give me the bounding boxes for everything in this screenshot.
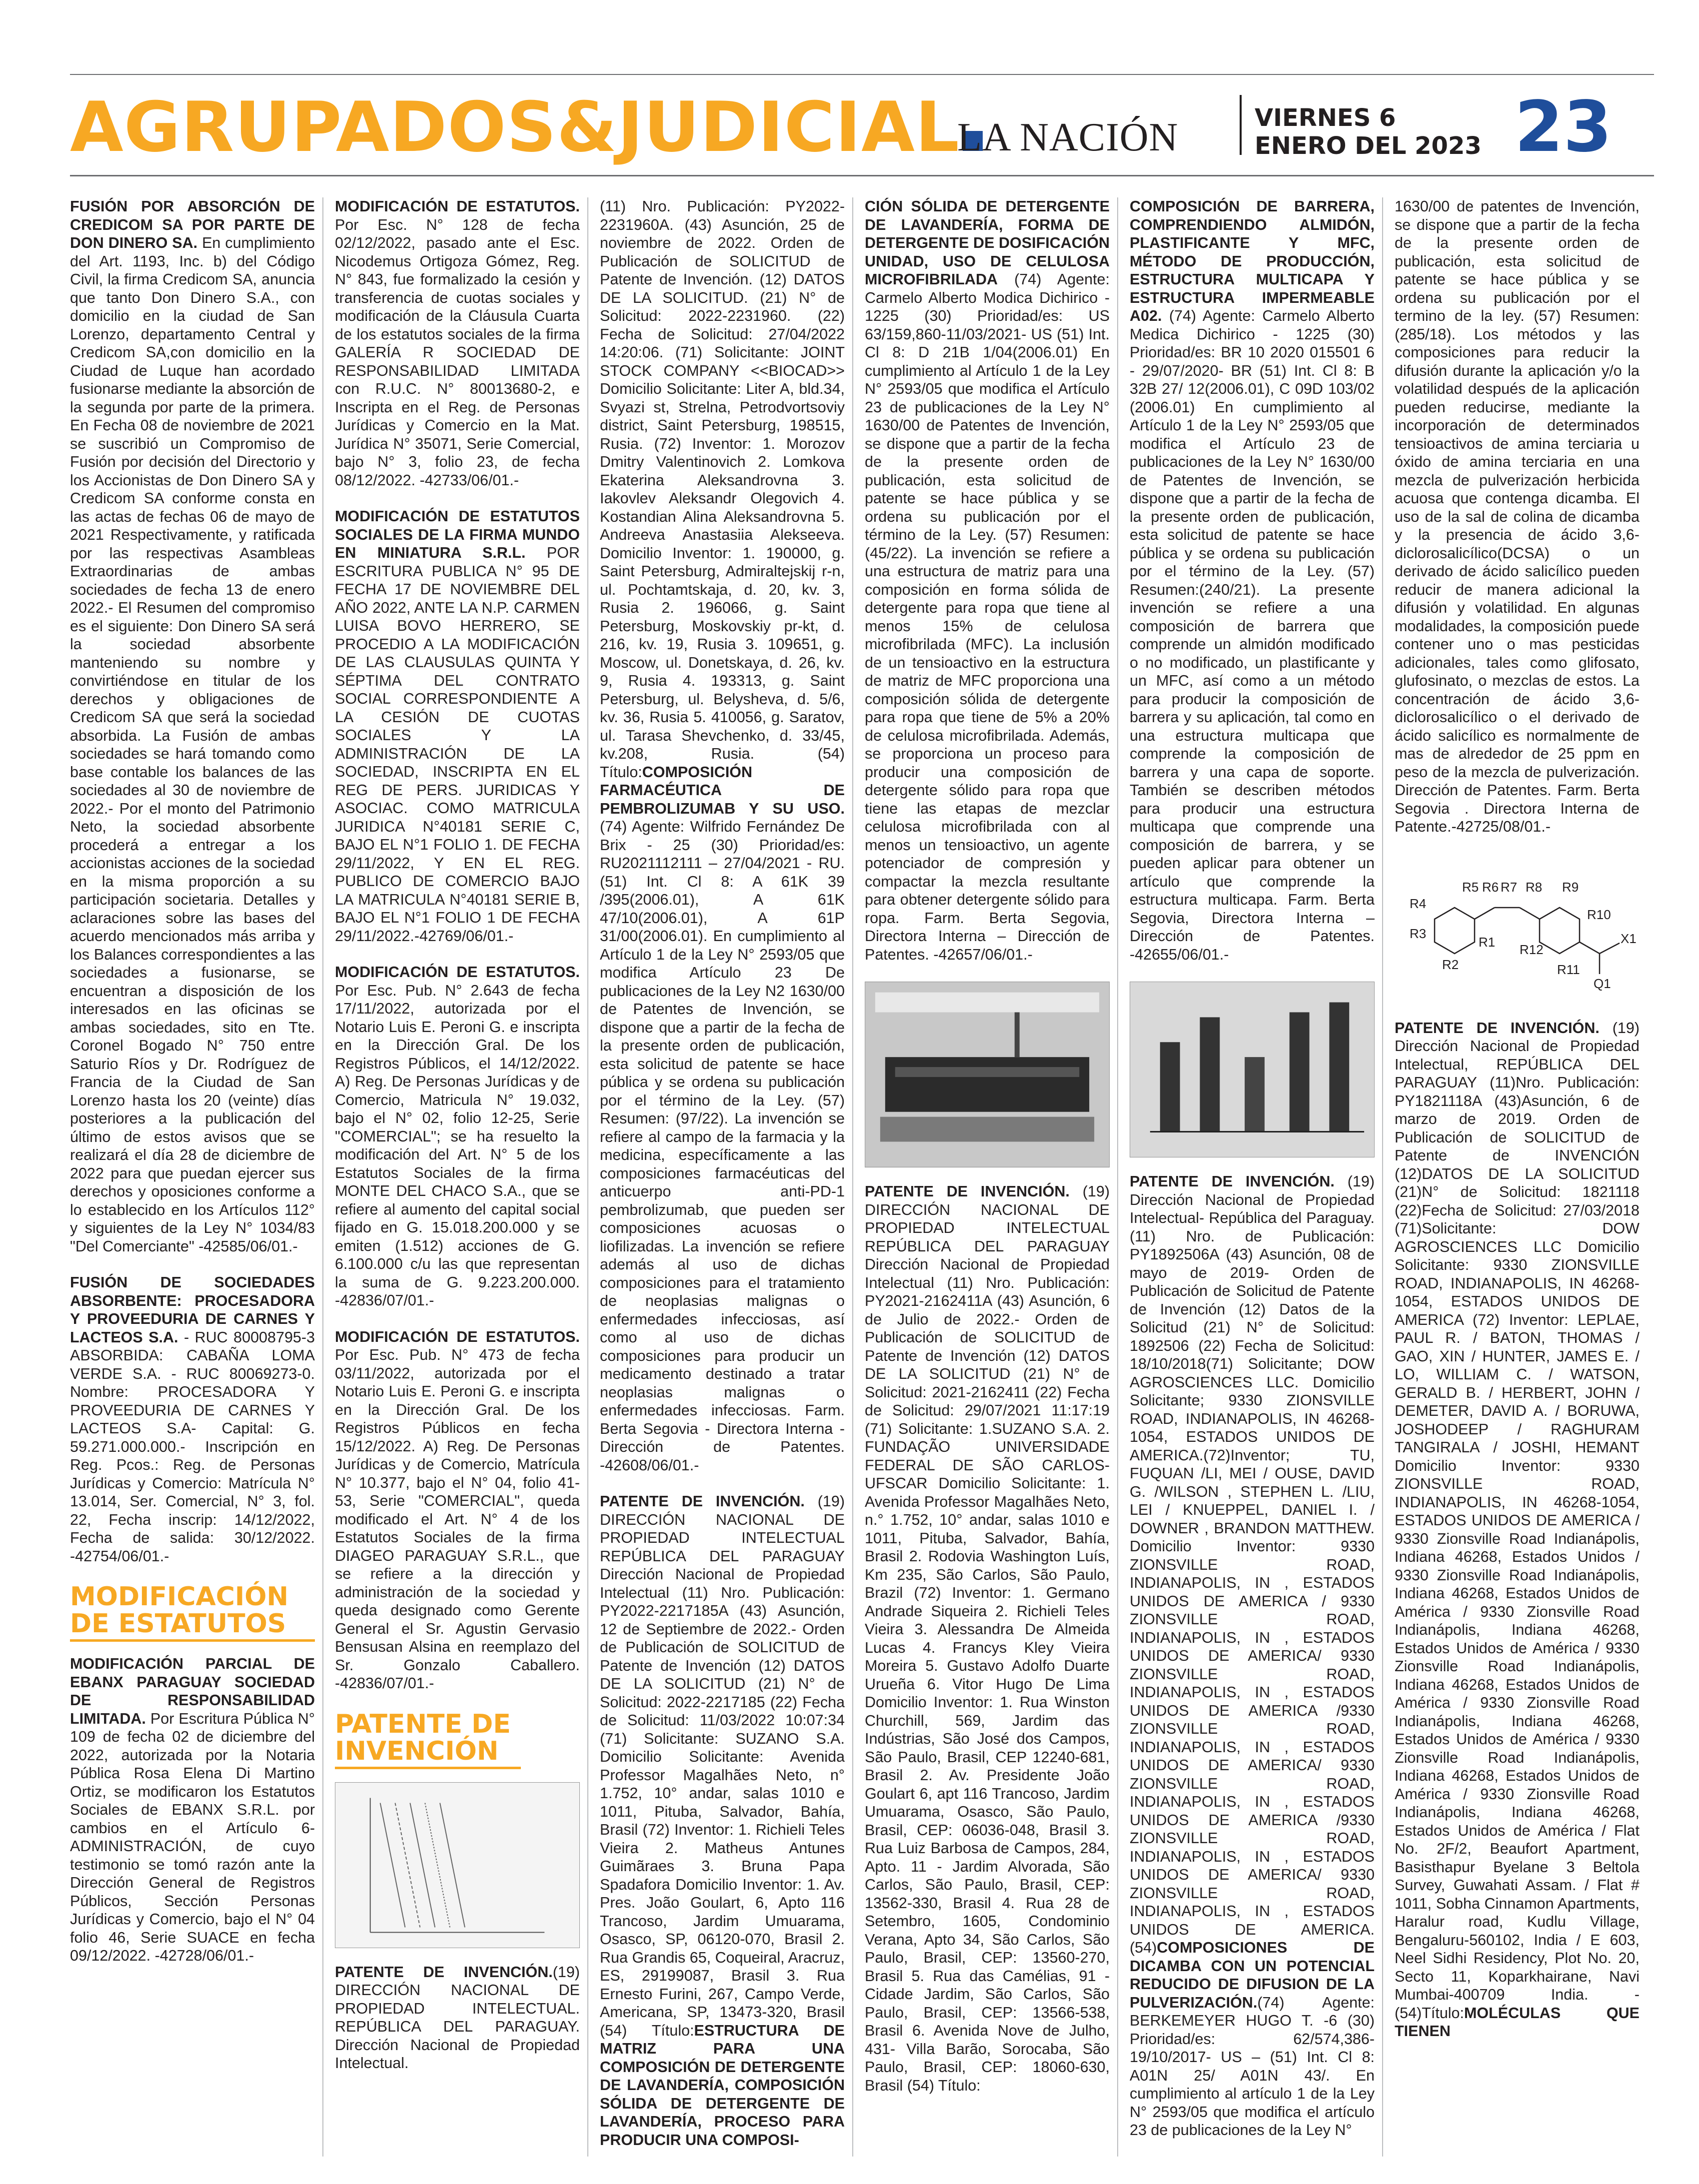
notice-patente-col2	[335, 1963, 580, 2073]
notice-fusion-credicom	[70, 197, 315, 1255]
column-4	[865, 197, 1110, 2157]
section-heading-patente: PATENTE DE INVENCIÓN	[335, 1711, 521, 1769]
column-5	[1130, 197, 1375, 2157]
brand-separator	[1240, 95, 1242, 155]
chemical-structure-svg	[1395, 854, 1640, 1004]
column-2	[335, 197, 580, 2157]
notice-monte-chaco	[335, 963, 580, 1310]
chem-label-r6: R6	[1482, 879, 1499, 895]
chem-label-r3: R3	[1410, 926, 1427, 941]
notice-barrera	[1130, 197, 1375, 964]
notice-dicamba-cont	[1395, 197, 1640, 836]
notice-title: PATENTE DE INVENCIÓN.	[865, 1183, 1070, 1200]
notice-title: MODIFICACIÓN DE ESTATUTOS.	[335, 198, 580, 215]
notice-title: ESTRUCTURA DE MATRIZ PARA UNA COMPOSICIÓN DE DETERGENTE DE LAVANDERÍA, COMPOSICIÓN SÓLIDA DE DETERGENTE DE LAVANDERÍA, PROCESO PARA PRODUCIR UNA COMPOSI-	[600, 2022, 845, 2149]
chem-label-r1: R1	[1479, 934, 1496, 950]
date-day: VIERNES 6	[1255, 104, 1396, 132]
notice-body: POR ESCRITURA PUBLICA N° 95 DE FECHA 17 DE NOVIEMBRE DEL AÑO 2022, ANTE LA N.P. CARMEN LUISA BOVO HERRERO, SE PROCEDIO A LA MODIFICACIÓN DE LAS CLAUSULAS QUINTA Y SÉPTIMA DEL CONTRATO SOCIAL CORRESPONDIENTE A LA CESIÓN DE CUOTAS SOCIALES Y LA ADMINISTRACIÓN DE LA SOCIEDAD, INSCRIPTA EN EL REG DE PERS. JURIDICAS Y ASOCIAC. COMO MATRICULA JURIDICA N°40181 SERIE C, BAJO EL N°1 FOLIO 1. DE FECHA 29/11/2022, Y EN EL REG. PUBLICO DE COMERCIO BAJO LA MATRICULA N°40181 SERIE B, BAJO EL N°1 FOLIO 1 DE FECHA 29/11/2022.-42769/06/01.-	[335, 544, 580, 945]
notice-body: (74) Agente: Carmelo Alberto Medica Dichirico - 1225 (30) Prioridad/es: BR 10 2020 015501 6 - 29/07/2020- BR (51) Int. Cl 8: B 32B 27/ 12(2006.01), C 09D 103/02 (2006.01) En cumplimiento al Artículo 1 de la Ley N° 2593/05 que modifica el Artículo 23 de publicaciones de la Ley N° 1630/00 de Patentes de Invención, se dispone que a partir de la fecha de la presente orden de publicación, esta solicitud de patente se hace pública y se ordena su publicación por el término de la Ley. (57) Resumen:(240/21). La presente invención se refiere a una composición de barrera que comprende un almidón modificado o no modificado, un plastificante y un MFC, así como a un método para producir la composición de barrera y su aplicación, tal como en una estructura multicapa que comprende la composición de barrera y una capa de soporte. También se describen métodos para producir una estructura multicapa que comprende una composición de barrera, y se pueden aplicar para obtener un artículo que comprende la estructura multicapa. Farm. Berta Segovia, Directora Interna – Dirección de Patentes. -42655/06/01.-	[1130, 307, 1375, 963]
chem-label-r4: R4	[1410, 896, 1427, 911]
column-1	[70, 197, 315, 2157]
notice-dicamba	[1130, 1172, 1375, 2140]
notice-body: Por Esc. N° 128 de fecha 02/12/2022, pasado ante el Esc. Nicodemus Ortigoza Gómez, Reg. N° 843, fue formalizado la cesión y transferencia de cuotas sociales y modificación de la Cláusula Cuarta de los estatutos sociales de la firma GALERÍA R SOCIEDAD DE RESPONSABILIDAD LIMITADA con R.U.C. N° 80013680-2, e Inscripta en el Reg. de Personas Jurídicas y Comercio en la Mat. Jurídica N° 35071, Serie Comercial, bajo N° 3, folio 23, de fecha 08/12/2022. -42733/06/01.-	[335, 216, 580, 489]
section-title: AGRUPADOS&JUDICIAL	[70, 90, 983, 165]
chem-label-r12: R12	[1520, 942, 1544, 957]
chem-label-r8: R8	[1526, 879, 1543, 895]
notice-title: PATENTE DE INVENCIÓN.	[600, 1493, 805, 1510]
notice-title: MODIFICACIÓN DE ESTATUTOS.	[335, 964, 580, 981]
notice-body: (19) Dirección Nacional de Propiedad Intelectual, REPÚBLICA DEL PARAGUAY (11)Nro. Publicación: PY1821118A (43)Asunción, 6 de marzo de 2019. Orden de Publicación de SOLICITUD de Patente de INVENCIÓN (12)DATOS DE LA SOLICITUD (21)N° de Solicitud: 1821118 (22)Fecha de Solicitud: 27/03/2018 (71)Solicitante: DOW AGROSCIENCES LLC Domicilio Solicitante: 9330 ZIONSVILLE ROAD, INDIANAPOLIS, IN 46268-1054, ESTADOS UNIDOS DE AMERICA (72) Inventor: LEPLAE, PAUL R. / BATON, THOMAS / GAO, XIN / HUNTER, JAMES E. / LO, WILLIAM C. / WATSON, GERALD B. / HERBERT, JOHN / DEMETER, DAVID A. / BORUWA, JOSHODEEP / RAGHURAM TANGIRALA / JOSHI, HEMANT Domicilio Inventor: 9330 ZIONSVILLE ROAD, INDIANAPOLIS, IN 46268-1054, ESTADOS UNIDOS DE AMERICA / 9330 Zionsville Road Indianápolis, Indiana 46268, Estados Unidos / 9330 Zionsville Road Indianápolis, Indiana 46268, Estados Unidos de América / 9330 Zionsville Road Indianápolis, Indiana 46268, Estados Unidos de América / 9330 Zionsville Road Indianápolis, Indiana 46268, Estados Unidos de América / 9330 Zionsville Road Indianápolis, Indiana 46268, Estados Unidos de América / 9330 Zionsville Road Indianápolis, Indiana 46268, Estados Unidos de América / 9330 Zionsville Road Indianápolis, Indiana 46268, Estados Unidos de América / Flat No. 2F/2, Beaufort Apartment, Basisthapur Byelane 3 Beltola Survey, Guwahati Assam. / Flat # 1011, Sobha Cinnamon Apartments, Haralur road, Kudlu Village, Bengaluru-560102, India / E 603, Neel Sidhi Residency, Plot No. 20, Secto 11, Koparkhairane, Navi Mumbai-400709 India. - (54)Título:	[1395, 1019, 1640, 2022]
notice-ebanx	[70, 1655, 315, 1965]
column-divider	[322, 197, 323, 2157]
press-photo-svg	[865, 982, 1109, 1167]
notice-mundo-miniatura	[335, 507, 580, 945]
notice-body: (19) Dirección Nacional de Propiedad Intelectual- República del Paraguay. (11) Nro. de Publicación: PY1892506A (43) Asunción, 08 de mayo de 2019- Orden de Publicación de Solicitud de Patente de Invención (12) Datos de la Solicitud (21) N° de Solicitud: 1892506 (22) Fecha de Solicitud: 18/10/2018(71) Solicitante; DOW AGROSCIENCES LLC. Domicilio Solicitante; 9330 ZIONSVILLE ROAD, INDIANAPOLIS, IN 46268-1054, ESTADOS UNIDOS DE AMERICA.(72)Inventor; TU, FUQUAN /LI, MEI / OUSE, DAVID G. /WILSON , STEPHEN L. /LIU, LEI / KNUEPPEL, DANIEL I. / DOWNER , BRANDON MATTHEW. Domicilio Inventor: 9330 ZIONSVILLE ROAD, INDIANAPOLIS, IN , ESTADOS UNIDOS DE AMERICA / 9330 ZIONSVILLE ROAD, INDIANAPOLIS, IN , ESTADOS UNIDOS DE AMERICA/ 9330 ZIONSVILLE ROAD, INDIANAPOLIS, IN , ESTADOS UNIDOS DE AMERICA /9330 ZIONSVILLE ROAD, INDIANAPOLIS, IN , ESTADOS UNIDOS DE AMERICA/ 9330 ZIONSVILLE ROAD, INDIANAPOLIS, IN , ESTADOS UNIDOS DE AMERICA /9330 ZIONSVILLE ROAD, INDIANAPOLIS, IN , ESTADOS UNIDOS DE AMERICA/ 9330 ZIONSVILLE ROAD, INDIANAPOLIS, IN , ESTADOS UNIDOS DE AMERICA. (54)	[1130, 1173, 1375, 1956]
chem-label-r5: R5	[1462, 879, 1479, 895]
chem-label-x1: X1	[1621, 931, 1637, 946]
column-divider	[1117, 197, 1118, 2157]
notice-suzano-ufscar	[865, 1182, 1110, 2095]
notice-body: Por Esc. Pub. N° 2.643 de fecha 17/11/2022, autorizada por el Notario Luis E. Peroni G. e inscripta en la Dirección Gral. De los Registros Públicos, el 14/12/2022. A) Reg. De Personas Jurídicas y de Comercio, Matricula N° 19.032, bajo el N° 02, folio 12-25, Serie "COMERCIAL"; se ha resuelto la modificación del Art. N° 5 de los Estatutos Sociales de la firma MONTE DEL CHACO S.A., que se refiere al aumento del capital social fijado en G. 15.018.200.000 y se emiten (1.512) acciones de G. 6.100.000 c/u las que representan la suma de G. 9.223.200.000. -42836/07/01.-	[335, 982, 580, 1309]
notice-body: (74) Agente: Wilfrido Fernández De Brix - 25 (30) Prioridad/es: RU2021112111 – 27/04/2021 - RU. (51) Int. Cl 8: A 61K 39 /395(2006.01), A 61K 47/10(2006.01), A 61P 31/00(2006.01). En cumplimiento al Artículo 1 de la Ley N° 2593/05 que modifica Artículo 23 De publicaciones de la Ley N2 1630/00 de Patentes de Invención, se dispone que a partir de la fecha de la presente orden de publicación, esta solicitud de patente se hace pública y se ordena su publicación por el término de la Ley. (57) Resumen: (97/22). La invención se refiere al campo de la farmacia y la medicina, específicamente a las composiciones farmacéuticas del anticuerpo anti-PD-1 pembrolizumab, que pueden ser composiciones acuosas o liofilizadas. La invención se refiere además al uso de dichas composiciones para el tratamiento de neoplasias malignas o enfermedades infecciosas, así como al uso de dichas composiciones para producir un medicamento destinado a tratar neoplasias malignas o enfermedades infecciosas. Farm. Berta Segovia - Directora Interna - Dirección de Patentes. -42608/06/01.-	[600, 818, 845, 1474]
chem-label-r11: R11	[1557, 962, 1580, 977]
notice-title: COMPOSICIONES DE DICAMBA CON UN POTENCIAL REDUCIDO DE DIFUSION DE LA PULVERIZACIÓN.	[1130, 1939, 1375, 2011]
notice-body: Por Escritura Pública N° 109 de fecha 02 de diciembre del 2022, autorizada por la Notaria Pública Rosa Elena Di Martino Ortiz, se modificaron los Estatutos Sociales de EBANX S.R.L. por cambios en el Artículo 6- ADMINISTRACIÓN, de cuyo testimonio se tomó razón ante la Dirección General de Registros Públicos, Sección Personas Jurídicas y Comercio, bajo el N° 04 folio 46, Serie SUACE en fecha 09/12/2022. -42728/06/01.-	[70, 1710, 315, 1964]
section-heading-modificacion: MODIFICACIÓN DE ESTATUTOS	[70, 1583, 315, 1642]
notice-title: PATENTE DE INVENCIÓN.	[335, 1963, 553, 1981]
dateline	[1255, 104, 1482, 160]
chem-label-r7: R7	[1501, 879, 1518, 895]
notice-detergente-cont	[865, 197, 1110, 964]
bar-chart-svg	[1130, 982, 1374, 1157]
chem-label-r9: R9	[1562, 879, 1579, 895]
notice-diageo	[335, 1328, 580, 1693]
top-rule	[70, 74, 1654, 75]
notice-suzano-detergente	[600, 1492, 845, 2149]
chem-label-q1: Q1	[1594, 976, 1611, 991]
notice-body: (19) DIRECCIÓN NACIONAL DE PROPIEDAD INTELECTUAL REPÚBLICA DEL PARAGUAY Dirección Nacional de Propiedad Intelectual (11) Nro. Publicación: PY2021-2162411A (43) Asunción, 6 de Julio de 2022.- Orden de Publicación de SOLICITUD de Patente de Invención (12) DATOS DE LA SOLICITUD (21) N° de Solicitud: 2021-2162411 (22) Fecha de Solicitud: 29/07/2021 11:17:19 (71) Solicitante: 1.SUZANO S.A. 2. FUNDAÇÃO UNIVERSIDADE FEDERAL DE SÃO CARLOS-UFSCAR Domicilio Solicitante: 1. Avenida Professor Magalhães Neto, n.° 1.752, 10° andar, salas 1010 e 1011, Pituba, Salvador, Bahía, Brasil 2. Rodovia Washington Luís, Km 235, São Carlos, São Paulo, Brazil (72) Inventor: 1. Germano Andrade Siqueira 2. Richieli Teles Vieira 3. Alessandra De Almeida Lucas 4. Francys Kley Vieira Moreira 5. Gustavo Adolfo Duarte Urueña 6. Vitor Hugo De Lima Domicilio Inventor: 1. Rua Winston Churchill, 569, Jardim das Indústrias, São José dos Campos, São Paulo, Brasil, CEP 12240-681, Brasil 2. Av. Presidente João Goulart 6, apt 116 Trancoso, Jardim Umuarama, Osasco, São Paulo, Brasil, CEP: 06036-048, Brasil 3. Rua Luiz Barbosa de Campos, 284, Apto. 11 - Jardim Alvorada, São Carlos, São Paulo, Brasil, CEP: 13562-330, Brasil 4. Rua 28 de Setembro, 1605, Condominio Verana, Apto 34, São Carlos, São Paulo, Brasil, CEP: 13560-270, Brasil 5. Rua das Camélias, 91 - Cidade Jardim, São Carlos, São Paulo, Brasil, CEP: 13566-538, Brasil 6. Avenida Nove de Julho, 431- Villa Barão, Sorocaba, São Paulo, Brasil, CEP: 18060-630, Brasil (54) Título:	[865, 1183, 1110, 2094]
chem-label-r2: R2	[1442, 957, 1459, 972]
notice-title: COMPOSICIÓN DE BARRERA, COMPRENDIENDO ALMIDÓN, PLASTIFICANTE Y MFC, MÉTODO DE PRODUCCIÓN, ESTRUCTURA MULTICAPA Y ESTRUCTURA IMPERMEABLE A02.	[1130, 198, 1375, 324]
page-number: 23	[1515, 86, 1612, 168]
notice-body: (19) DIRECCIÓN NACIONAL DE PROPIEDAD INTELECTUAL. REPÚBLICA DEL PARAGUAY. Dirección Nacional de Propiedad Intelectual.	[335, 1963, 580, 2072]
notice-body: (19) DIRECCIÓN NACIONAL DE PROPIEDAD INTELECTUAL REPÚBLICA DEL PARAGUAY Dirección Nacional de Propiedad Intelectual (11) Nro. Publicación: PY2022-2217185A (43) Asunción, 12 de Septiembre de 2022.- Orden de Publicación de SOLICITUD de Patente de Invención (12) DATOS DE LA SOLICITUD (21) N° de Solicitud: 2022-2217185 (22) Fecha de Solicitud: 11/03/2022 10:07:34 (71) Solicitante: SUZANO S.A. Domicilio Solicitante: Avenida Professor Magalhães Neto, n° 1.752, 10° andar, salas 1010 e 1011, Pituba, Salvador, Bahía, Brasil (72) Inventor: 1. Richieli Teles Vieira 2. Matheus Antunes Guimãraes 3. Bruna Papa Spadafora Domicilio Inventor: 1. Av. Pres. João Goulart, 6, Apto 116 Trancoso, Jardim Umuarama, Osasco, SP, 06120-070, Brasil 2. Rua Grandis 65, Coqueiral, Aracruz, ES, 29199087, Brasil 3. Rua Ernesto Furini, 267, Campo Verde, Americana, SP, 13473-320, Brasil (54) Título:	[600, 1493, 845, 2039]
notice-body: En cumplimiento del Art. 1193, Inc. b) del Código Civil, la firma Credicom SA, anuncia que tanto Don Dinero S.A., con domicilio en la ciudad de San Lorenzo, departamento Central y Credicom SA,con domicilio en la Ciudad de Luque han acordado fusionarse mediante la absorción de la segunda por parte de la primera. En Fecha 08 de noviembre de 2021 se suscribió un Compromiso de Fusión por decisión del Directorio y los Accionistas de Don Dinero SA y Credicom SA conforme consta en las actas de fechas 06 de mayo de 2021 Respectivamente, y ratificada por las respectivas Asambleas Extraordinarias de ambas sociedades de fecha 13 de enero 2022.- El Resumen del compromiso es el siguiente: Don Dinero SA será la sociedad absorbente manteniendo su nombre y convirtiéndose en titular de los derechos y obligaciones de Credicom SA que será la sociedad absorbida. La Fusión de ambas sociedades se hará tomando como base contable los balances de las sociedades al 30 de noviembre de 2022.- Por el monto del Patrimonio Neto, la sociedad absorbente procederá a entregar a los accionistas acciones de la sociedad en la misma proporción a su participación societaria. Detalles y aclaraciones sobre las bases del acuerdo mencionados más arriba y los Balances correspondientes a las sociedades a fusionarse, se encuentran a disposición de los interesados en las oficinas se ambas sociedades, sito en Tte. Coronel Bogado N° 750 entre Saturio Ríos y Dr. Rodríguez de Francia de la Ciudad de San Lorenzo hasta los 20 (veinte) días posteriores a la publicación del último de estos avisos que se realizará el día 28 de diciembre de 2022 para que puedan ejercer sus derechos y oposiciones conforme a lo establecido en los Artículos 112° y siguientes de la Ley N° 1034/83 "Del Comerciante" -42585/06/01.-	[70, 234, 315, 1255]
notice-biocad	[600, 197, 845, 1474]
notice-title: MODIFICACIÓN DE ESTATUTOS SOCIALES DE LA FIRMA MUNDO EN MINIATURA S.R.L.	[335, 508, 580, 561]
notice-galeria-r	[335, 197, 580, 489]
notice-title: COMPOSICIÓN FARMACÉUTICA DE PEMBROLIZUMAB Y SU USO.	[600, 763, 845, 817]
notice-title: MODIFICACIÓN PARCIAL DE EBANX PARAGUAY SOCIEDAD DE RESPONSABILIDAD LIMITADA.	[70, 1655, 315, 1727]
notice-title: FUSIÓN DE SOCIEDADES ABSORBENTE: PROCESADORA Y PROVEEDURIA DE CARNES Y LACTEOS S.A.	[70, 1274, 315, 1346]
patent-drawing-graph	[335, 1782, 580, 1948]
notice-fusion-carnes	[70, 1273, 315, 1565]
notice-body: 1630/00 de patentes de Invención, se dispone que a partir de la fecha de la presente orden de publicación, esta solicitud de patente se hace pública y se ordena su publicación por el termino de la ley. (57) Resumen: (285/18). Los métodos y las composiciones para reducir la difusión durante la aplicación y/o la volatilidad después de la aplicación pueden reducirse, mediante la incorporación de determinados tensioactivos de amina terciaria u óxido de amina terciaria en una mezcla de pulverización herbicida acuosa que contenga dicamba. El uso de la sal de colina de dicamba y la presencia de ácido 3,6-diclorosalicílico(DCSA) o un derivado de ácido salicílico pueden reducir de manera adicional la difusión y volatilidad. En algunas modalidades, la composición puede contener uno o mas pesticidas adicionales, tales como glifosato, glufosinato, o mezclas de estos. La concentración de ácido 3,6-diclorosalicílico o el derivado de ácido salicílico es normalmente de mas de alrededor de 25 ppm en peso de la mezcla de pulverización. Dirección de Patentes. Farm. Berta Segovia . Directora Interna de Patente.-42725/08/01.-	[1395, 198, 1640, 835]
column-divider	[1382, 197, 1383, 2157]
notice-body: (74) Agente: BERKEMEYER HUGO T. -6 (30) Prioridad/es: 62/574,386- 19/10/2017- US – (51) Int. Cl 8: A01N 25/ A01N 43/. En cumplimiento al artículo 1 de la Ley N° 2593/05 que modifica el artículo 23 de publicaciones de la Ley N°	[1130, 1994, 1375, 2139]
notice-body: - RUC 80008795-3 ABSORBIDA: CABAÑA LOMA VERDE S.A. - RUC 80069273-0. Nombre: PROCESADORA Y PROVEEDURIA DE CARNES Y LACTEOS S.A- Capital: G. 59.271.000.000.- Inscripción en Reg. Pcos.: Reg. de Personas Jurídicas y Comercio: Matrícula N° 13.014, Ser. Comercial, N° 3, fol. 22, Fecha inscrip: 14/12/2022, Fecha de salida: 30/12/2022. -42754/06/01.-	[70, 1328, 315, 1565]
notice-dow-moleculas	[1395, 1019, 1640, 2041]
chem-label-r10: R10	[1587, 907, 1611, 922]
notice-title: MOLÉCULAS QUE TIENEN	[1395, 2004, 1640, 2040]
header-rule	[70, 175, 1654, 176]
notice-body: (11) Nro. Publicación: PY2022-2231960A. (43) Asunción, 25 de noviembre de 2022. Orden de Publicación de SOLICITUD de Patente de Invención. (12) DATOS DE LA SOLICITUD. (21) N° de Solicitud: 2022-2231960. (22) Fecha de Solicitud: 27/04/2022 14:20:06. (71) Solicitante: JOINT STOCK COMPANY <<BIOCAD>> Domicilio Solicitante: Liter A, bld.34, Svyazi st, Strelna, Petrodvortsoviy district, Saint Petersburg, 198515, Rusia. (72) Inventor: 1. Morozov Dmitry Valentinovich 2. Lomkova Ekaterina Aleksandrovna 3. Iakovlev Aleksandr Olegovich 4. Kostandian Alina Aleksandrovna 5. Andreeva Anastasiia Alekseeva. Domicilio Inventor: 1. 190000, g. Saint Petersburg, Admiraltejskij r-n, ul. Pochtamtskaja, d. 20, kv. 3, Rusia 2. 196066, g. Saint Petersburg, Moskovskiy pr-kt, d. 216, kv. 19, Rusia 3. 109651, g. Moscow, ul. Donetskaya, d. 26, kv. 9, Rusia 4. 193313, g. Saint Petersburg, ul. Belysheva, d. 5/6, kv. 36, Rusia 5. 410056, g. Saratov, ul. Tarasa Shevchenko, d. 33/45, kv.208, Rusia. (54) Título:	[600, 198, 845, 781]
patent-graph-svg	[335, 1783, 579, 1948]
column-divider	[852, 197, 853, 2157]
notice-title: MODIFICACIÓN DE ESTATUTOS.	[335, 1328, 580, 1345]
masthead	[70, 86, 1655, 168]
column-3	[600, 197, 845, 2157]
patent-photo-press	[865, 982, 1110, 1167]
date-month-year: ENERO DEL 2023	[1255, 132, 1482, 160]
column-divider	[587, 197, 588, 2157]
notice-title: FUSIÓN POR ABSORCIÓN DE CREDICOM SA POR PARTE DE DON DINERO SA.	[70, 198, 315, 251]
notice-body: Por Esc. Pub. N° 473 de fecha 03/11/2022, autorizada por el Notario Luis E. Peroni G. e inscripta en la Dirección Gral. De los Registros Públicos en fecha 15/12/2022. A) Reg. De Personas Jurídicas y de Comercio, Matrícula N° 10.377, bajo el N° 04, folio 41-53, Serie "COMERCIAL", queda modificado el Art. N° 4 de los Estatutos Sociales de la firma DIAGEO PARAGUAY S.R.L., que se refiere a la dirección y administración de la sociedad y queda designado como Gerente General el Sr. Agustin Gervasio Bensusan Alsina en reemplazo del Sr. Gonzalo Caballero. -42836/07/01.-	[335, 1346, 580, 1692]
notice-title: PATENTE DE INVENCIÓN.	[1395, 1019, 1600, 1037]
notice-title: PATENTE DE INVENCIÓN.	[1130, 1173, 1335, 1190]
chemical-structure	[1395, 854, 1640, 1004]
patent-bar-chart-image	[1130, 982, 1375, 1157]
notice-body: (74) Agente: Carmelo Alberto Modica Dichirico - 1225 (30) Prioridad/es: US 63/159,860-11/03/2021- US (51) Int. Cl 8: D 21B 1/04(2006.01) En cumplimiento al Artículo 1 de la Ley N° 2593/05 que modifica el Artículo 23 de publicaciones de la Ley N° 1630/00 de Patentes de Invención, se dispone que a partir de la fecha de la presente orden de publicación, esta solicitud de patente se hace pública y se ordena su publicación por el término de la Ley. (57) Resumen:(45/22). La invención se refiere a una estructura de matriz para una composición en forma sólida de detergente para ropa que tiene al menos 15% de celulosa microfibrilada (MFC). La inclusión de un tensioactivo en la estructura de matriz de MFC proporciona una composición sólida de detergente para ropa que tiene de 5% a 20% de celulosa microfibrilada. Además, se proporciona un proceso para producir una composición de detergente sólido para ropa que tiene las etapas de mezclar celulosa microfibrilada con al menos un tensioactivo, un agente potenciador de compresión y compactar la mezcla resultante para obtener detergente sólido para ropa. Farm. Berta Segovia, Directora Interna – Dirección de Patentes. -42657/06/01.-	[865, 271, 1110, 963]
column-6	[1395, 197, 1640, 2157]
brand-logo: LA NACIÓN	[957, 115, 1179, 159]
notice-title: CIÓN SÓLIDA DE DETERGENTE DE LAVANDERÍA, FORMA DE DETERGENTE DE DOSIFICACIÓN UNIDAD, USO DE CELULOSA MICROFIBRILADA	[865, 198, 1110, 288]
